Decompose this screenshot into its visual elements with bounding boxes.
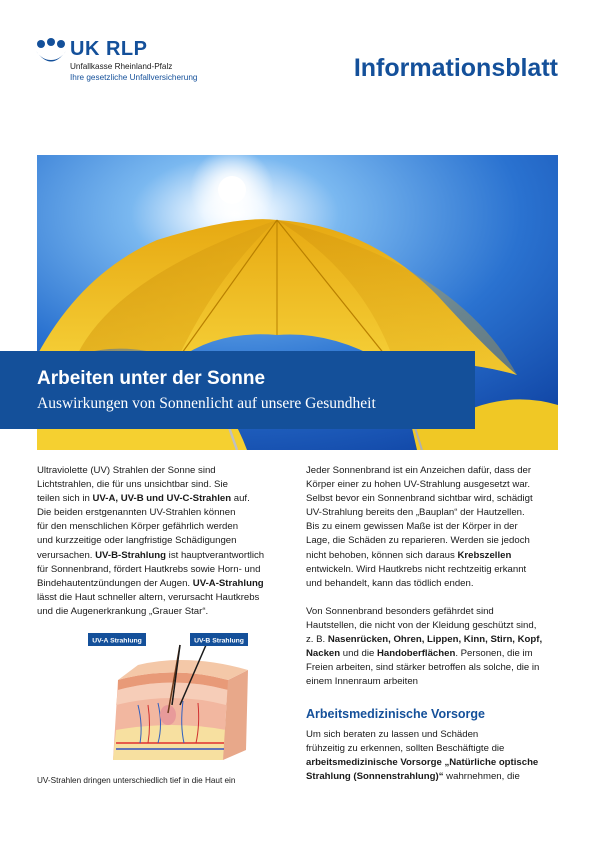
text: einem Innenraum arbeiten	[306, 676, 418, 688]
text: Jeder Sonnenbrand ist ein Anzeichen dafür, dass der	[306, 465, 532, 476]
bold-text: Nacken	[306, 648, 341, 660]
bold-text: Handoberflächen	[376, 648, 456, 660]
text-line	[306, 619, 558, 633]
paragraph-sunburn	[306, 464, 558, 591]
text-line	[306, 675, 558, 689]
text: nicht behoben, können sich daraus	[306, 549, 458, 561]
text-line	[37, 464, 289, 478]
title-banner	[0, 351, 475, 429]
text-line	[37, 577, 289, 591]
text-line	[37, 492, 289, 506]
bold-text: arbeitsmedizinische Vorsorge „Natürliche optische	[306, 756, 539, 768]
right-column	[306, 464, 558, 784]
text: Um sich beraten zu lassen und Schäden	[306, 728, 479, 740]
text-line	[37, 506, 289, 520]
skin-diagram	[88, 625, 258, 765]
text-line	[306, 647, 558, 661]
text-line	[306, 756, 558, 770]
text-line	[306, 661, 558, 675]
page-title: Arbeiten unter der Sonne	[37, 368, 266, 389]
text: Bis zu einem gewissen Maße ist der Körper in der	[306, 521, 518, 533]
text: und kurzzeitige oder langfristige Schädigungen	[37, 535, 237, 547]
text-line	[306, 492, 558, 506]
logo-subtitle: Unfallkasse Rheinland-Pfalz	[70, 62, 173, 71]
text: UV-Strahlung bereits den „Bauplan“ der Hautzellen.	[306, 507, 525, 519]
bold-text: Krebszellen	[457, 549, 512, 561]
text-line	[306, 464, 558, 478]
section-heading: Arbeitsmedizinische Vorsorge	[306, 707, 485, 722]
text-line	[37, 520, 289, 534]
text: teilen sich in	[37, 493, 93, 505]
text: frühzeitig zu erkennen, sollten Beschäftigte die	[306, 742, 505, 754]
text: Körper einer zu hohen UV-Strahlung ausgesetzt war.	[306, 479, 530, 491]
text: Freien arbeiten, sind stärker betroffen als solche, die in	[306, 662, 540, 674]
text: Lage, die Schäden zu reparieren. Werden sie jedoch	[306, 535, 530, 547]
bold-text: Strahlung (Sonnenstrahlung)“	[306, 770, 444, 782]
text-line	[306, 506, 558, 520]
text: Bindehautentzündungen der Augen.	[37, 577, 193, 589]
text-line	[306, 478, 558, 492]
text-line	[306, 605, 558, 619]
logo-people-icon	[34, 38, 68, 68]
bold-text: UV-A, UV-B und UV-C-Strahlen	[92, 493, 232, 505]
text-line	[306, 633, 558, 647]
text-line	[306, 563, 558, 577]
logo-tagline: Ihre gesetzliche Unfallversicherung	[70, 73, 198, 82]
figure-caption: UV-Strahlen dringen unterschiedlich tief in die Haut ein	[37, 776, 236, 785]
bold-text: UV-A-Strahlung	[192, 577, 264, 589]
bold-text: UV-B-Strahlung	[95, 549, 167, 561]
paragraph-medical-checkup	[306, 728, 558, 784]
bold-text: Nasenrücken, Ohren, Lippen, Kinn, Stirn, Kopf,	[327, 634, 543, 646]
text-line	[306, 534, 558, 548]
text: Hautstellen, die nicht von der Kleidung geschützt sind,	[306, 619, 537, 631]
text-line	[306, 549, 558, 563]
text-line	[37, 605, 289, 619]
text: Selbst bevor ein Sonnenbrand sichtbar wird, schädigt	[306, 493, 533, 505]
page-subtitle: Auswirkungen von Sonnenlicht auf unsere Gesundheit	[37, 395, 376, 412]
text-line	[306, 520, 558, 534]
text-line	[37, 563, 289, 577]
text: Ultraviolette (UV) Strahlen der Sonne sind	[37, 465, 216, 476]
text-line	[37, 478, 289, 492]
document-type: Informationsblatt	[353, 54, 558, 82]
text-line	[306, 742, 558, 756]
text: . Personen, die im	[455, 648, 533, 660]
text: für den menschlichen Körper gefährlich werden	[37, 521, 239, 533]
label-uva: UV-A Strahlung	[92, 637, 142, 645]
text-line	[37, 549, 289, 563]
text: und die Augenerkrankung „Grauer Star“.	[37, 605, 209, 617]
text: entwickeln. Wird Hautkrebs nicht rechtzeitig erkannt	[306, 563, 527, 575]
text: Von Sonnenbrand besonders gefährdet sind	[306, 605, 494, 617]
text: auf.	[231, 493, 250, 505]
logo	[34, 38, 204, 88]
text: für Sonnenbrand, fördert Hautkrebs sowie Horn- und	[37, 563, 261, 575]
text: Lichtstrahlen, die für uns unsichtbar sind. Sie	[37, 479, 228, 491]
text-line	[306, 577, 558, 591]
text-line	[306, 770, 558, 784]
text: und die	[340, 648, 377, 660]
text-line	[306, 728, 558, 742]
text-line	[37, 534, 289, 548]
text: z. B.	[306, 634, 328, 646]
text: lässt die Haut schneller altern, verursacht Hautkrebs	[37, 591, 260, 603]
text: ist hauptverantwortlich	[166, 549, 265, 561]
text-line	[37, 591, 289, 605]
logo-name: UK RLP	[70, 38, 148, 60]
text: Die beiden erstgenannten UV-Strahlen können	[37, 507, 236, 519]
label-uvb: UV-B Strahlung	[194, 637, 244, 645]
text: wahrnehmen, die	[443, 770, 520, 782]
text: und behandelt, kann das tödlich enden.	[306, 577, 474, 589]
text: verursachen.	[37, 549, 96, 561]
paragraph-exposed-skin	[306, 605, 558, 690]
left-column	[37, 464, 289, 619]
